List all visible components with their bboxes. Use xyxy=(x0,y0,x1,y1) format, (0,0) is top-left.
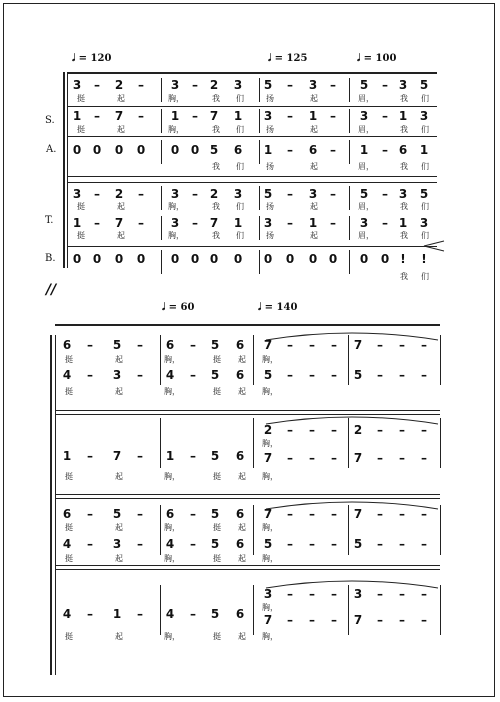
barline xyxy=(348,505,349,555)
system-bracket-inner xyxy=(55,335,56,675)
staff-line xyxy=(67,182,437,183)
barline xyxy=(161,140,162,164)
system-break-mark: // xyxy=(46,282,57,298)
barline xyxy=(348,335,349,385)
staff4-lyric-top: 胸， xyxy=(262,603,278,612)
tempo-120: 𝅗𝅥 = 120 xyxy=(72,53,112,64)
tempo-140: 𝅗𝅥 = 140 xyxy=(258,302,298,313)
barline xyxy=(349,216,350,240)
barline xyxy=(348,585,349,635)
barline xyxy=(253,418,254,468)
label-alto: A. xyxy=(46,144,57,155)
barline xyxy=(160,505,161,555)
tempo-125: 𝅗𝅥 = 125 xyxy=(268,53,308,64)
staff2-lyric-top: 胸， xyxy=(262,439,278,448)
barline xyxy=(253,335,254,385)
system-bracket xyxy=(50,335,52,675)
staff-line xyxy=(67,72,437,74)
barline xyxy=(160,585,161,635)
barline xyxy=(440,335,441,385)
staff-line xyxy=(55,494,440,495)
label-tenor: T. xyxy=(45,215,54,226)
barline xyxy=(259,140,260,164)
staff-line xyxy=(67,136,437,137)
staff-line xyxy=(67,176,437,177)
barline xyxy=(253,505,254,555)
barline xyxy=(349,109,350,133)
staff-line xyxy=(67,106,437,107)
tempo-100: 𝅗𝅥 = 100 xyxy=(357,53,397,64)
staff-line xyxy=(55,565,440,566)
barline xyxy=(349,250,350,274)
label-bass: B. xyxy=(45,253,56,264)
barline xyxy=(349,78,350,102)
barline xyxy=(349,186,350,210)
barline xyxy=(259,216,260,240)
system-bracket xyxy=(63,72,65,268)
barline xyxy=(161,216,162,240)
staff-line xyxy=(55,569,440,570)
barline xyxy=(161,109,162,133)
barline xyxy=(161,250,162,274)
barline xyxy=(253,585,254,635)
barline xyxy=(160,335,161,385)
barline xyxy=(440,505,441,555)
tempo-60: 𝅗𝅥 = 60 xyxy=(162,302,195,313)
staff-line xyxy=(55,410,440,411)
barline xyxy=(160,418,161,468)
label-soprano: S. xyxy=(45,115,55,126)
system-bracket-inner xyxy=(67,72,68,268)
staff-line xyxy=(67,246,437,247)
barline xyxy=(259,78,260,102)
barline xyxy=(259,186,260,210)
barline xyxy=(349,140,350,164)
barline xyxy=(440,585,441,635)
barline xyxy=(161,78,162,102)
barline xyxy=(259,109,260,133)
barline xyxy=(259,250,260,274)
staff-line xyxy=(55,324,440,326)
barline xyxy=(161,186,162,210)
crescendo-mark xyxy=(422,240,446,252)
